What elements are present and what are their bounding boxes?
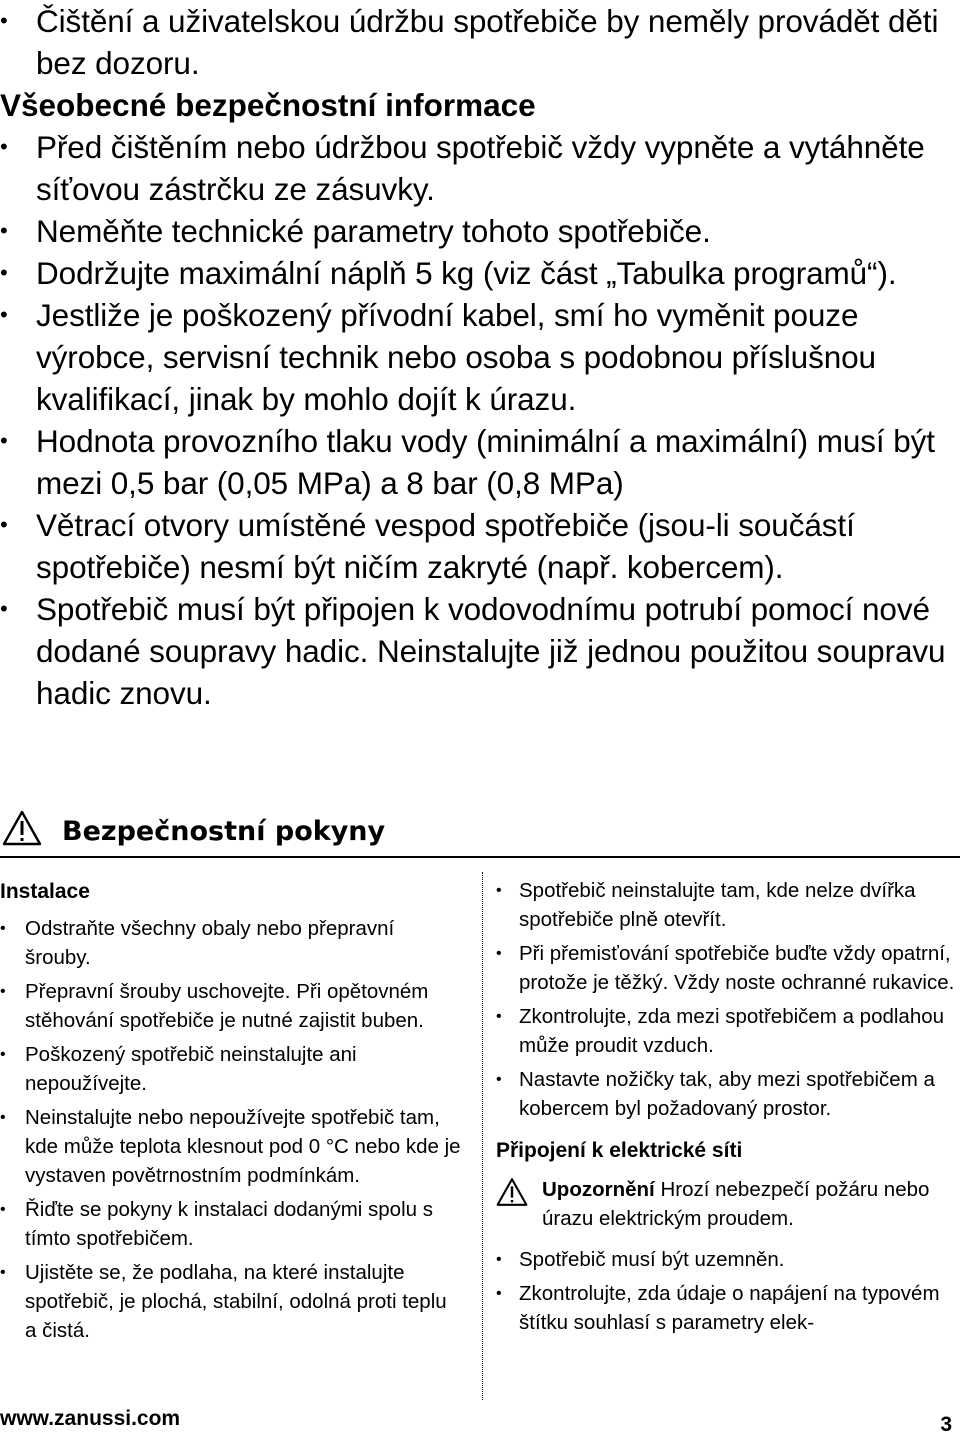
list-item-text: Neměňte technické parametry tohoto spotřebiče.: [36, 213, 711, 249]
bullet-icon: •: [0, 302, 8, 327]
bullet-icon: •: [496, 1071, 502, 1088]
bullet-icon: •: [0, 1109, 6, 1126]
bullet-icon: •: [0, 920, 6, 937]
list-item-text: Před čištěním nebo údržbou spotřebič vždy vypněte a vytáhněte síťovou zástrčku ze zásuvky.: [36, 129, 925, 207]
list-item: [0, 210, 960, 252]
top-section: [0, 0, 960, 714]
bullet-icon: •: [0, 8, 8, 33]
list-item-text: Spotřebič musí být uzemněn.: [519, 1248, 785, 1271]
list-item: [0, 0, 960, 84]
list-item: [0, 504, 960, 588]
warning-triangle-icon: [2, 810, 42, 851]
installation-list: [0, 914, 462, 1345]
list-item: [496, 939, 956, 997]
bullet-icon: •: [0, 260, 8, 285]
list-item-text: Řiďte se pokyny k instalaci dodanými spolu s tímto spotřebičem.: [25, 1198, 433, 1250]
list-item-text: Přepravní šrouby uschovejte. Při opětovném stěhování spotřebiče je nutné zajistit buben.: [25, 980, 429, 1032]
safety-instructions-title: Bezpečnostní pokyny: [62, 816, 386, 847]
bullet-icon: •: [0, 428, 8, 453]
right-column: [496, 876, 956, 1342]
bullet-icon: •: [496, 882, 502, 899]
list-item: [496, 1002, 956, 1060]
list-item: [0, 126, 960, 210]
general-safety-list: [0, 126, 960, 714]
column-divider: [482, 872, 483, 1400]
footer-url[interactable]: www.zanussi.com: [0, 1407, 181, 1430]
electrical-list: [496, 1245, 956, 1337]
list-item-text: Čištění a uživatelskou údržbu spotřebiče by neměly provádět děti bez dozoru.: [36, 3, 939, 81]
list-item-text: Hodnota provozního tlaku vody (minimální a maximální) musí být mezi 0,5 bar (0,05 MPa) a 8 bar (0,8 MPa): [36, 423, 935, 501]
warning-notice: [496, 1175, 956, 1233]
list-item: [0, 914, 462, 972]
electrical-heading: Připojení k elektrické síti: [496, 1139, 743, 1162]
general-safety-heading: Všeobecné bezpečnostní informace: [0, 87, 536, 123]
bullet-icon: •: [0, 218, 8, 243]
list-item: [496, 1065, 956, 1123]
list-item: [0, 420, 960, 504]
bullet-icon: •: [0, 512, 8, 537]
list-item: [0, 1258, 462, 1345]
list-item: [0, 1103, 462, 1190]
list-item-text: Jestliže je poškozený přívodní kabel, smí ho vyměnit pouze výrobce, servisní technik nebo osoba s podobnou příslušnou kvalifikací, jinak by mohlo dojít k úrazu.: [36, 297, 876, 417]
list-item: [0, 1195, 462, 1253]
safety-instructions-header: [0, 810, 960, 858]
list-item-text: Neinstalujte nebo nepoužívejte spotřebič tam, kde může teplota klesnout pod 0 °C nebo kde je vystaven povětrnostním podmínkám.: [25, 1106, 461, 1187]
bullet-icon: •: [0, 596, 8, 621]
bullet-icon: •: [496, 1285, 502, 1302]
bullet-icon: •: [0, 1046, 6, 1063]
bullet-icon: •: [496, 1251, 502, 1268]
bullet-icon: •: [496, 945, 502, 962]
list-item-text: Odstraňte všechny obaly nebo přepravní šrouby.: [25, 917, 395, 969]
list-item-text: Větrací otvory umístěné vespod spotřebiče (jsou-li součástí spotřebiče) nesmí být ničím zakryté (např. kobercem).: [36, 507, 855, 585]
bullet-icon: •: [0, 1264, 6, 1281]
list-item-text: Poškozený spotřebič neinstalujte ani nepoužívejte.: [25, 1043, 357, 1095]
installation-column: [0, 876, 462, 1350]
list-item: [496, 1245, 956, 1274]
bullet-icon: •: [0, 134, 8, 159]
page-number: 3: [940, 1413, 952, 1436]
list-item-text: Při přemisťování spotřebiče buďte vždy opatrní, protože je těžký. Vždy noste ochranné rukavice.: [519, 942, 955, 994]
list-item: [0, 252, 960, 294]
list-item-text: Nastavte nožičky tak, aby mezi spotřebičem a kobercem byl požadovaný prostor.: [519, 1068, 935, 1120]
list-item: [0, 294, 960, 420]
notice-text: Hrozí nebezpečí požáru nebo úrazu elektrickým proudem.: [542, 1178, 930, 1230]
list-item-text: Spotřebič neinstalujte tam, kde nelze dvířka spotřebiče plně otevřít.: [519, 879, 916, 931]
list-item-text: Zkontrolujte, zda údaje o napájení na typovém štítku souhlasí s parametry elek-: [519, 1282, 940, 1334]
bullet-icon: •: [496, 1008, 502, 1025]
list-item: [0, 588, 960, 714]
notice-label: Upozornění: [542, 1178, 655, 1201]
placement-list: [496, 876, 956, 1123]
list-item-text: Dodržujte maximální náplň 5 kg (viz část „Tabulka programů“).: [36, 255, 897, 291]
list-item: [496, 876, 956, 934]
installation-heading: Instalace: [0, 880, 90, 903]
bullet-icon: •: [0, 983, 6, 1000]
list-item: [0, 977, 462, 1035]
warning-triangle-icon: [496, 1177, 528, 1215]
list-item: [496, 1279, 956, 1337]
list-item-text: Ujistěte se, že podlaha, na které instalujte spotřebič, je plochá, stabilní, odolná proti teplu a čistá.: [25, 1261, 447, 1342]
bullet-icon: •: [0, 1201, 6, 1218]
list-item: [0, 1040, 462, 1098]
intro-list: [0, 0, 960, 84]
list-item-text: Zkontrolujte, zda mezi spotřebičem a podlahou může proudit vzduch.: [519, 1005, 945, 1057]
list-item-text: Spotřebič musí být připojen k vodovodnímu potrubí pomocí nové dodané soupravy hadic. Neinstalujte již jednou použitou soupravu hadic znovu.: [36, 591, 946, 711]
